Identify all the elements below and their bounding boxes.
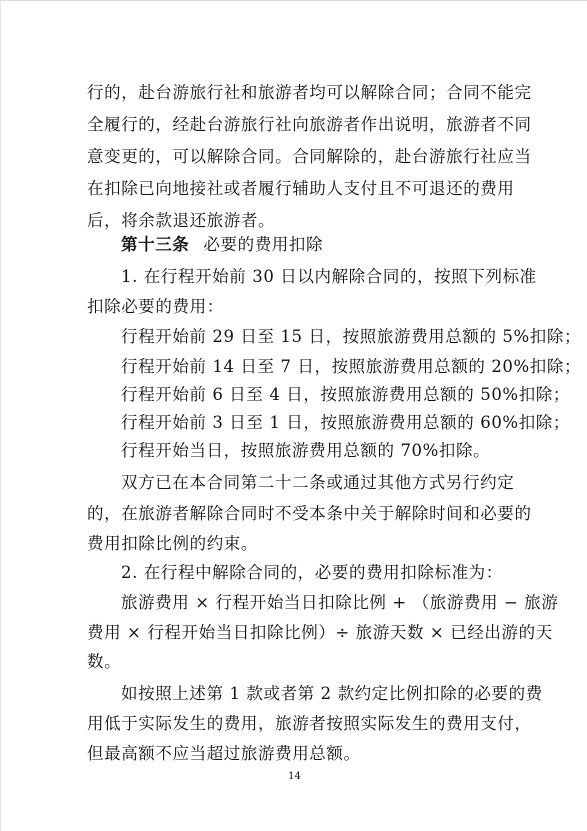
paragraph-line: 如按照上述第 1 款或者第 2 款约定比例扣除的必要的费	[121, 684, 543, 703]
deduction-item: 行程开始前 14 日至 7 日，按照旅游费用总额的 20%扣除；	[121, 357, 582, 376]
deduction-item: 行程开始前 3 日至 1 日，按照旅游费用总额的 60%扣除；	[121, 413, 570, 432]
deduction-item: 行程开始前 6 日至 4 日，按照旅游费用总额的 50%扣除；	[121, 385, 570, 404]
article-heading	[121, 235, 323, 255]
page-number: 14	[288, 771, 301, 782]
formula-line: 数。	[87, 652, 122, 671]
paragraph-line: 意变更的，可以解除合同。合同解除的，赴台游旅行社应当	[87, 147, 532, 166]
paragraph-line: 但最高额不应当超过旅游费用总额。	[87, 744, 361, 763]
clause-line: 1. 在行程开始前 30 日以内解除合同的，按照下列标准	[121, 267, 537, 286]
paragraph-line: 在扣除已向地接社或者履行辅助人支付且不可退还的费用	[87, 179, 515, 198]
paragraph-line: 费用扣除比例的约束。	[87, 534, 258, 553]
formula-line: 费用 × 行程开始当日扣除比例）÷ 旅游天数 × 已经出游的天	[87, 623, 553, 642]
paragraph-line: 双方已在本合同第二十二条或通过其他方式另行约定	[121, 473, 515, 492]
clause-line: 2. 在行程中解除合同的，必要的费用扣除标准为：	[121, 563, 503, 582]
article-number: 第十三条	[121, 235, 190, 254]
article-title: 必要的费用扣除	[203, 235, 324, 254]
formula-line: 旅游费用 × 行程开始当日扣除比例 + （旅游费用 − 旅游	[121, 593, 559, 612]
paragraph-line: 的，在旅游者解除合同时不受本条中关于解除时间和必要的	[87, 504, 532, 523]
paragraph-line: 全履行的，经赴台游旅行社向旅游者作出说明，旅游者不同	[87, 115, 532, 134]
clause-line: 扣除必要的费用：	[87, 297, 224, 316]
paragraph-line: 用低于实际发生的费用，旅游者按照实际发生的费用支付，	[87, 714, 532, 733]
paragraph-line: 后，将余款退还旅游者。	[87, 211, 276, 230]
deduction-item: 行程开始前 29 日至 15 日，按照旅游费用总额的 5%扣除；	[121, 327, 582, 346]
deduction-item: 行程开始当日，按照旅游费用总额的 70%扣除。	[121, 441, 491, 460]
paragraph-line: 行的，赴台游旅行社和旅游者均可以解除合同；合同不能完	[87, 83, 532, 102]
